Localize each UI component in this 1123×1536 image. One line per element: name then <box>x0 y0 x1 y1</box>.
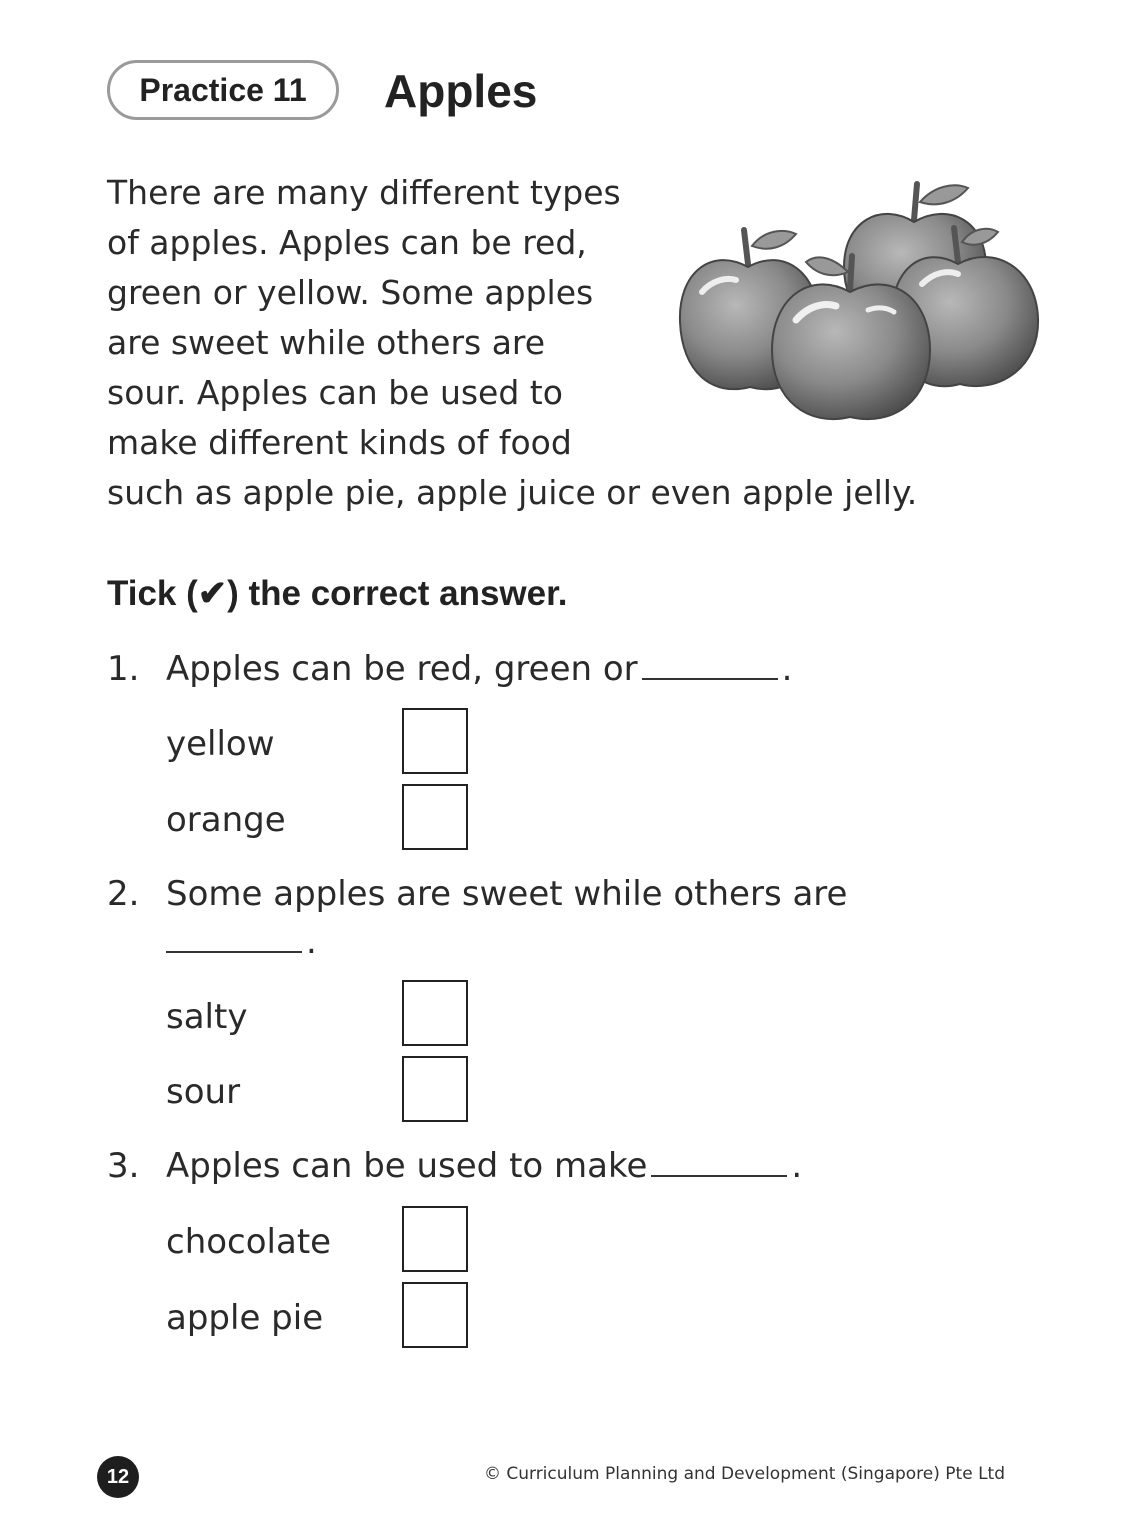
option-label: apple pie <box>166 1298 324 1338</box>
tick-box[interactable] <box>402 1282 468 1348</box>
passage-line: such as apple pie, apple juice or even apple jelly. <box>107 473 918 512</box>
option-label: yellow <box>166 724 275 764</box>
copyright-notice: © Curriculum Planning and Development (Singapore) Pte Ltd <box>483 1464 1005 1484</box>
option-label: chocolate <box>166 1222 332 1262</box>
passage-line: green or yellow. Some apples <box>107 273 594 312</box>
apples-illustration <box>672 172 1044 432</box>
answer-blank <box>166 919 302 953</box>
answer-blank <box>651 1143 787 1177</box>
option-label: salty <box>166 997 248 1037</box>
question-number: 2. <box>107 874 140 914</box>
instruction-text: Tick (✔) the correct answer. <box>107 574 568 613</box>
question-stem: Apples can be used to make <box>166 1146 648 1186</box>
practice-label: Practice 11 <box>139 71 307 108</box>
question-text: Some apples are sweet while others are <box>166 874 848 914</box>
passage-line: are sweet while others are <box>107 323 546 362</box>
tick-box[interactable] <box>402 708 468 774</box>
answer-blank <box>642 646 778 680</box>
passage-line: There are many different types <box>107 173 621 212</box>
question-end: . <box>781 649 793 689</box>
passage-line: make different kinds of food <box>107 423 572 462</box>
question-text <box>166 1142 802 1190</box>
question-end: . <box>791 1146 803 1186</box>
tick-box[interactable] <box>402 1056 468 1122</box>
question-stem: Apples can be red, green or <box>166 649 638 689</box>
question-end: . <box>306 922 317 962</box>
question-text-continued <box>166 918 317 966</box>
question-text <box>166 645 792 693</box>
tick-box[interactable] <box>402 1206 468 1272</box>
passage-line: sour. Apples can be used to <box>107 373 563 412</box>
practice-badge <box>107 60 339 120</box>
option-label: orange <box>166 800 286 840</box>
page-number: 12 <box>106 1465 130 1488</box>
passage-line: of apples. Apples can be red, <box>107 223 587 262</box>
tick-box[interactable] <box>402 980 468 1046</box>
question-number: 1. <box>107 649 140 689</box>
tick-box[interactable] <box>402 784 468 850</box>
option-label: sour <box>166 1072 241 1112</box>
page-title: Apples <box>384 65 538 117</box>
question-number: 3. <box>107 1146 140 1186</box>
page-number-badge <box>97 1456 139 1498</box>
